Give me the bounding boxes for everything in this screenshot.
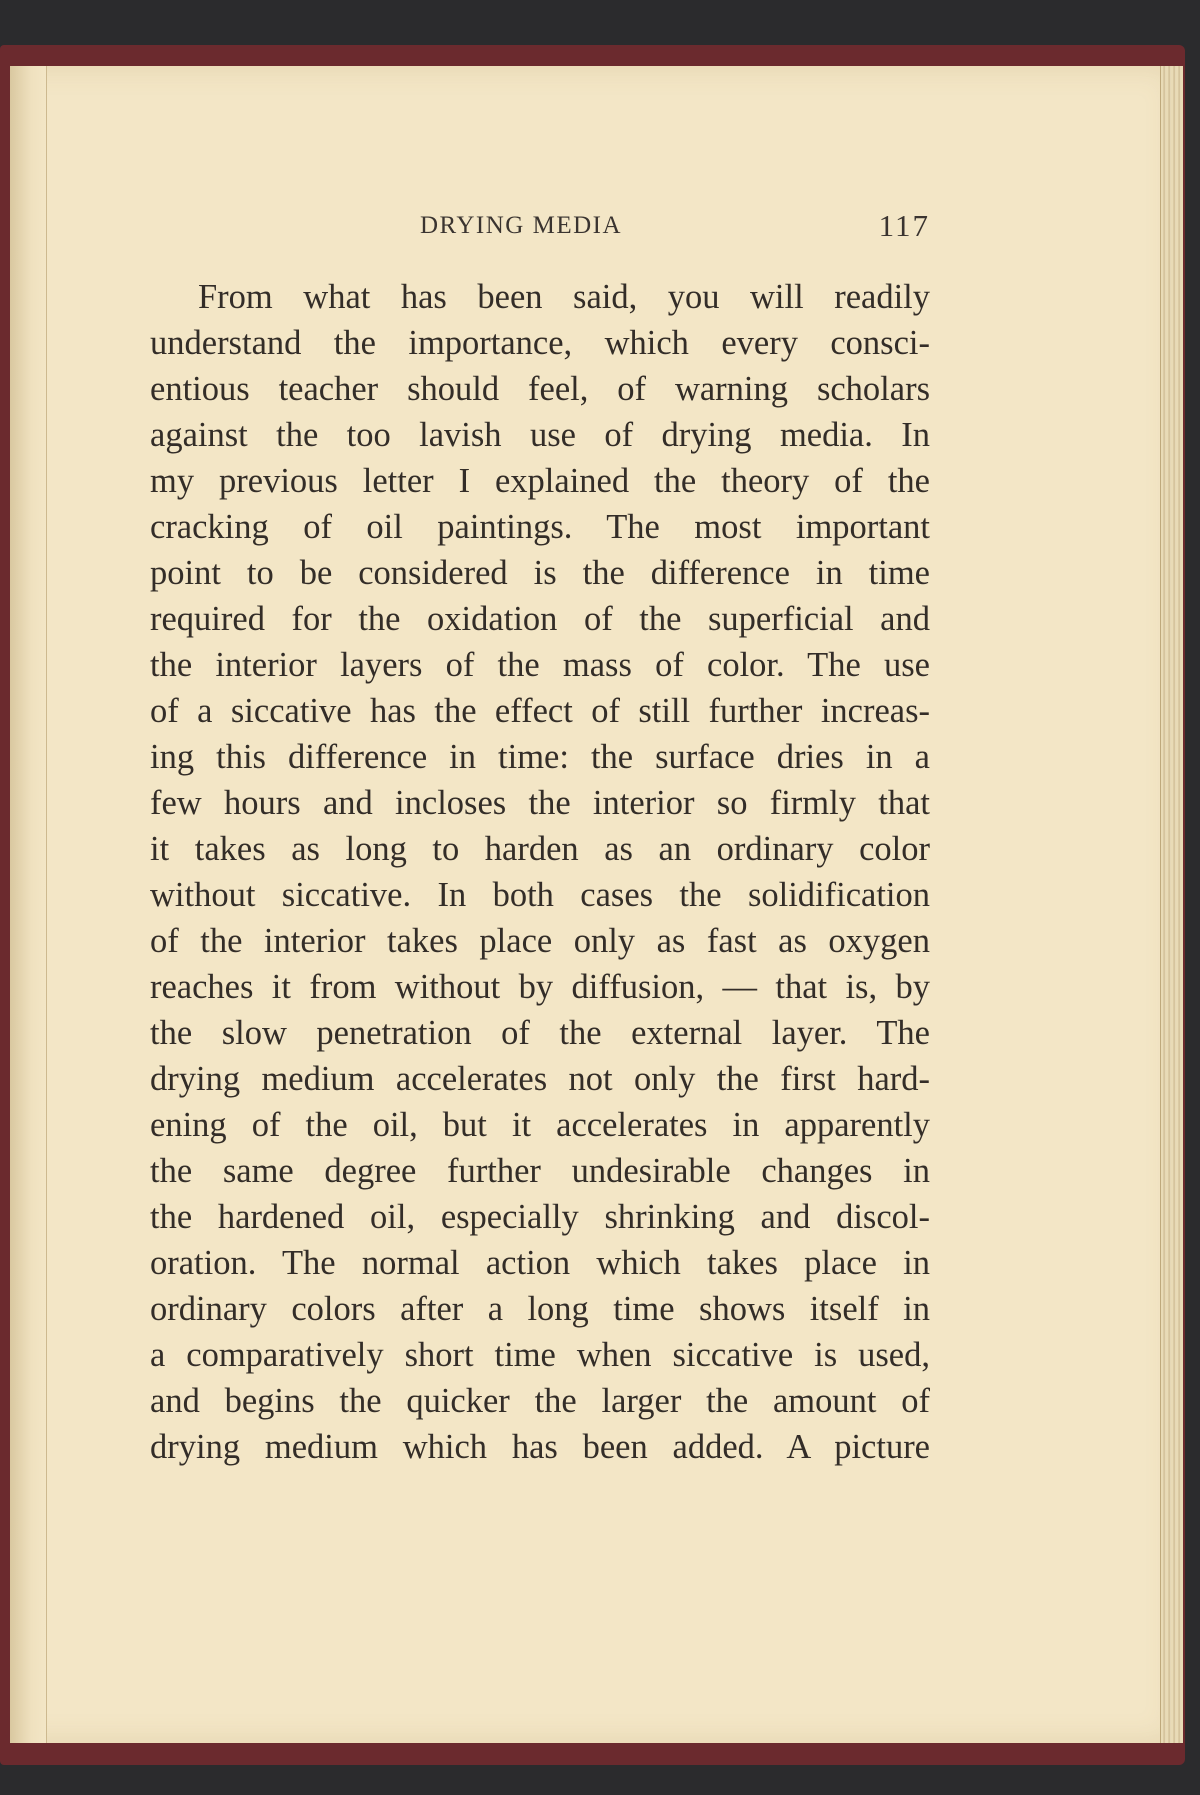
running-head	[150, 208, 930, 248]
running-title: DRYING MEDIA	[420, 212, 623, 239]
text-line: understand the importance, which every consci-	[150, 324, 930, 362]
text-line: From what has been said, you will readily	[198, 278, 930, 316]
text-line: of the interior takes place only as fast as oxygen	[150, 922, 930, 960]
text-line: reaches it from without by diffusion, — that is, by	[150, 968, 930, 1006]
text-line: the slow penetration of the external layer. The	[150, 1014, 930, 1052]
body-text	[150, 274, 930, 1470]
text-line: my previous letter I explained the theory of the	[150, 462, 930, 500]
text-line: against the too lavish use of drying media. In	[150, 416, 930, 454]
page-fore-edge	[1160, 66, 1183, 1743]
text-line: cracking of oil paintings. The most important	[150, 508, 930, 546]
text-line: required for the oxidation of the superficial and	[150, 600, 930, 638]
text-line: drying medium which has been added. A picture	[150, 1428, 930, 1466]
text-line: ening of the oil, but it accelerates in apparently	[150, 1106, 930, 1144]
page-gutter	[10, 66, 47, 1743]
text-line: the interior layers of the mass of color. The use	[150, 646, 930, 684]
text-line: point to be considered is the difference in time	[150, 554, 930, 592]
text-line: entious teacher should feel, of warning scholars	[150, 370, 930, 408]
text-line: a comparatively short time when siccative is used,	[150, 1336, 930, 1374]
text-line: ordinary colors after a long time shows itself in	[150, 1290, 930, 1328]
text-line: few hours and incloses the interior so firmly that	[150, 784, 930, 822]
text-line: without siccative. In both cases the solidification	[150, 876, 930, 914]
text-line: oration. The normal action which takes place in	[150, 1244, 930, 1282]
text-line: drying medium accelerates not only the first hard-	[150, 1060, 930, 1098]
text-line: it takes as long to harden as an ordinary color	[150, 830, 930, 868]
text-line: of a siccative has the effect of still further increas-	[150, 692, 930, 730]
text-line: and begins the quicker the larger the amount of	[150, 1382, 930, 1420]
page-number: 117	[878, 208, 930, 243]
text-line: the hardened oil, especially shrinking and discol-	[150, 1198, 930, 1236]
text-line: the same degree further undesirable changes in	[150, 1152, 930, 1190]
text-line: ing this difference in time: the surface dries in a	[150, 738, 930, 776]
